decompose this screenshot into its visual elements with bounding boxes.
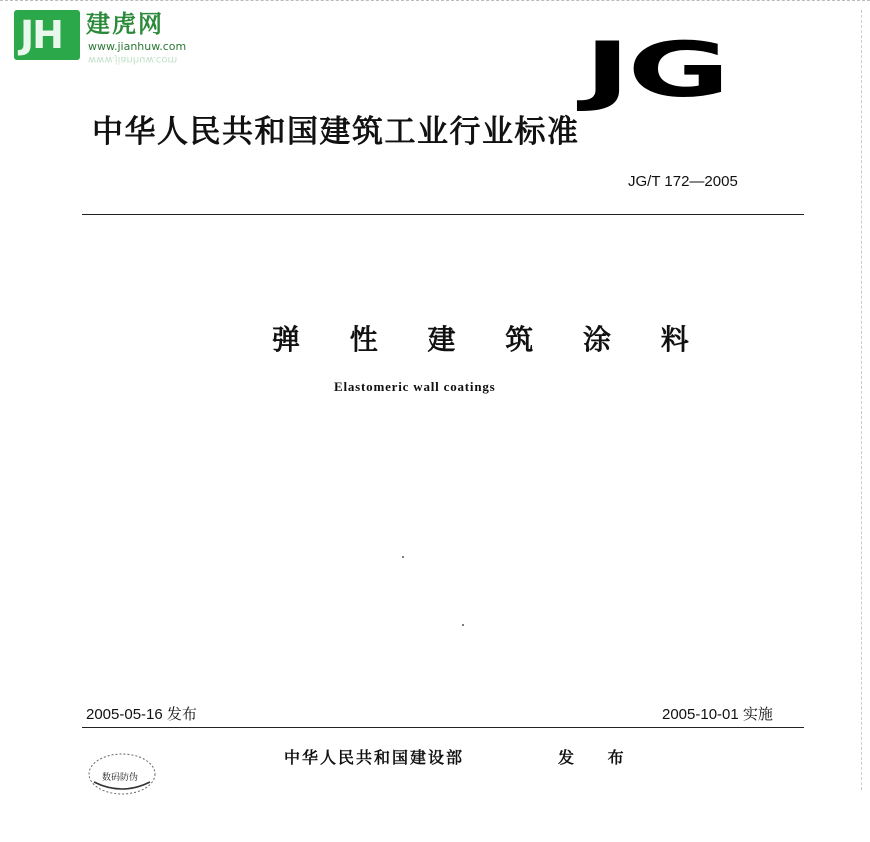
watermark-site-name: 建虎网: [86, 10, 164, 38]
issue-date: 2005-05-16 发布: [86, 706, 197, 723]
publish-label: 发 布: [558, 748, 638, 767]
watermark-logo-letters: JH: [20, 13, 62, 57]
scan-edge-right: [860, 10, 862, 790]
anti-counterfeit-stamp: [86, 748, 158, 798]
watermark-logo[interactable]: [10, 6, 230, 66]
document-title-en: Elastomeric wall coatings: [334, 379, 496, 394]
stamp-text: 数码防伪: [102, 773, 139, 783]
header-divider: [82, 214, 804, 215]
scan-edge-top: [0, 0, 870, 2]
standard-title: 中华人民共和国建筑工业行业标准: [92, 114, 580, 150]
category-logo: JG: [584, 25, 728, 114]
document-title-cn: 弹 性 建 筑 涂 料: [272, 323, 709, 356]
footer-divider: [82, 727, 804, 728]
implement-date: 2005-10-01 实施: [662, 706, 773, 723]
publisher: 中华人民共和国建设部: [284, 748, 465, 767]
watermark-url-reflection: www.jianhuw.com: [88, 54, 178, 65]
scan-speck: [402, 556, 404, 558]
watermark-logo-icon: [14, 10, 80, 60]
watermark-url[interactable]: www.jianhuw.com: [88, 40, 187, 53]
scan-speck: [462, 624, 464, 626]
standard-code: JG/T 172—2005: [628, 173, 738, 190]
